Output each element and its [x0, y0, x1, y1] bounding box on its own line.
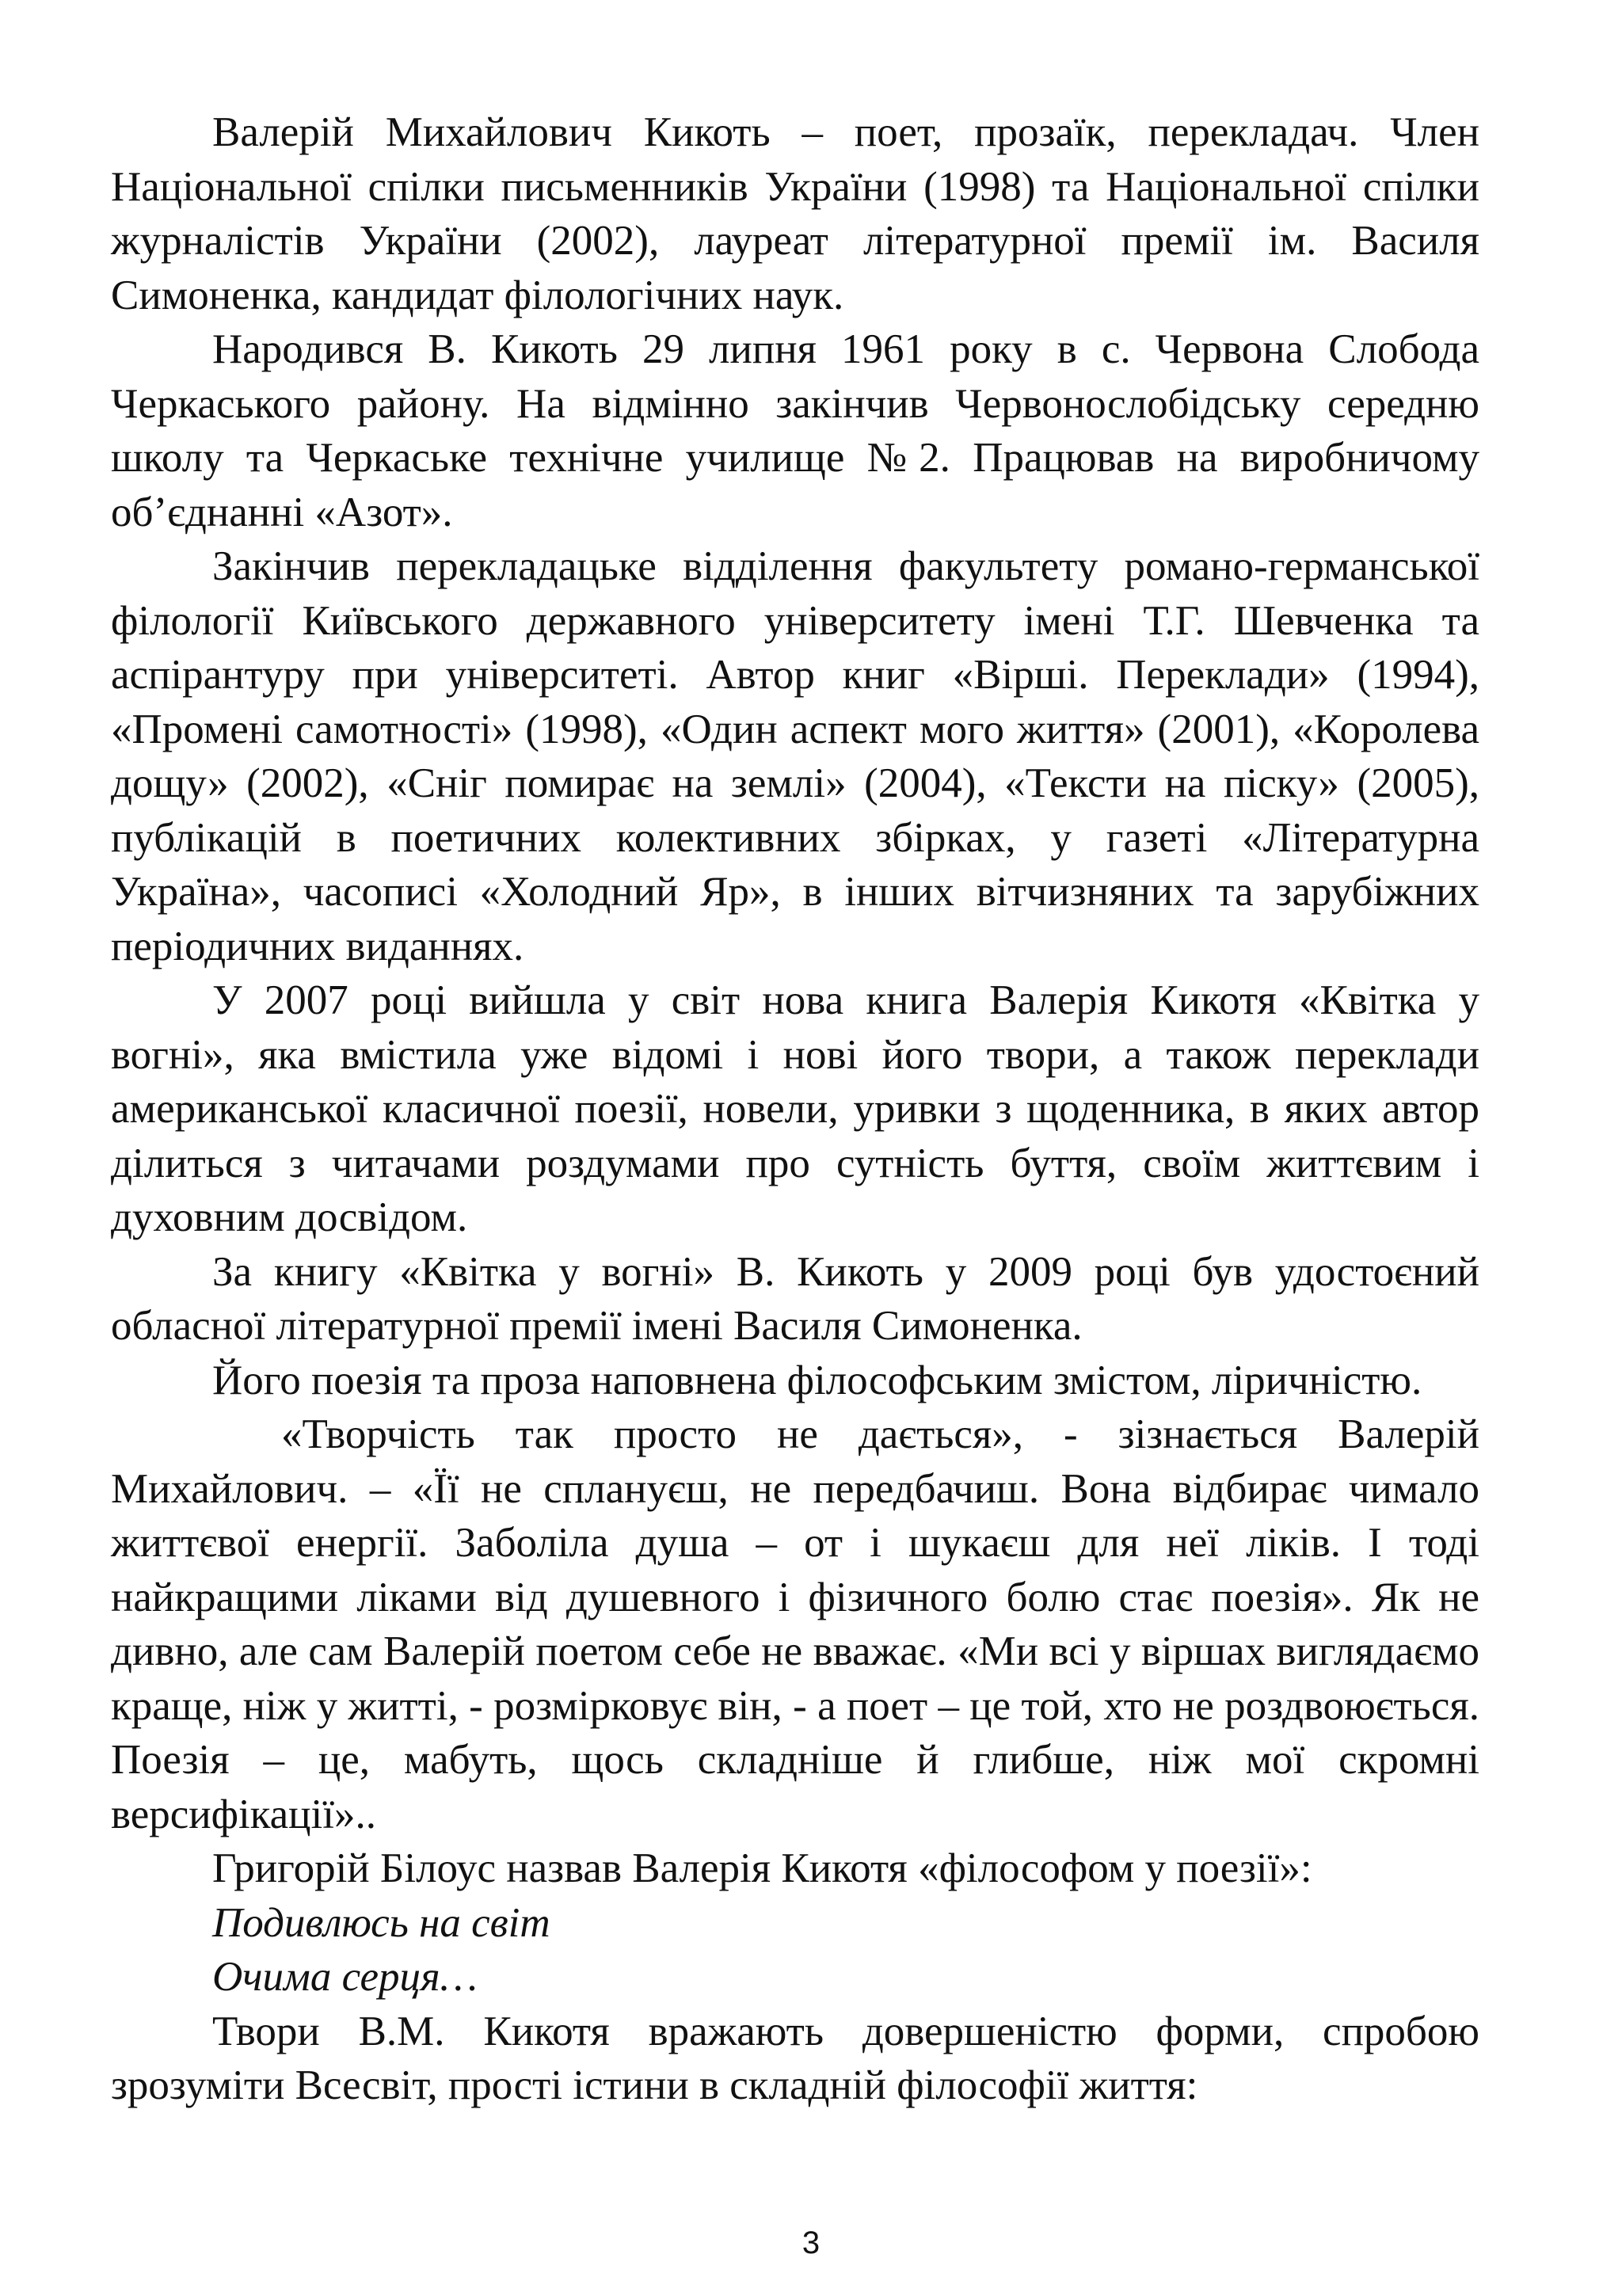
document-page — [111, 105, 1479, 2113]
verse-line-1: Подивлюсь на світ — [212, 1899, 550, 1946]
paragraph-bilous: Григорій Білоус назвав Валерія Кикотя «філософом у поезії»: — [212, 1845, 1312, 1891]
paragraph-award: За книгу «Квітка у вогні» В. Кикоть у 2009 році був удостоєний обласної літературної премії імені Василя Симоненка. — [111, 1248, 1479, 1349]
paragraph-education-books: Закінчив перекладацьке відділення факультету романо-германської філології Київського державного університету імені Т.Г. Шевченка та аспірантуру при університеті. Автор книг «Вірші. Переклади» (1994), «Промені самотності» (1998), «Один аспект мого життя» (2001), «Королева дощу» (2002), «Сніг помирає на землі» (2004), «Тексти на піску» (2005), публікацій в поетичних колективних збірках, у газеті «Літературна Україна», часописі «Холодний Яр», в інших вітчизняних та зарубіжних періодичних виданнях. — [111, 543, 1479, 969]
page-number: 3 — [801, 2226, 821, 2260]
paragraph-quote: «Творчість так просто не дається», - зізнається Валерій Михайлович. – «Її не сплануєш, не передбачиш. Вона відбирає чимало життєвої енергії. Заболіла душа – от і шукаєш для неї ліків. І тоді найкращими ліками від душевного і фізичного болю стає поезія». Як не дивно, але сам Валерій поетом себе не вважає. «Ми всі у віршах виглядаємо краще, ніж у житті, - розмірковує він, - а поет – це той, хто не роздвоюється. Поезія – це, мабуть, щось складніше й глибше, ніж мої скромні версифікації».. — [111, 1411, 1479, 1837]
paragraph-birth: Народився В. Кикоть 29 липня 1961 року в с. Червона Слобода Черкаського району. На відмінно закінчив Червонослобідську середню школу та Черкаське технічне училище №2. Працював на виробничому об’єднанні «Азот». — [111, 326, 1479, 535]
paragraph-2007-book: У 2007 році вийшла у світ нова книга Валерія Кикотя «Квітка у вогні», яка вмістила уже відомі і нові його твори, а також переклади американської класичної поезії, новели, уривки з щоденника, в яких автор ділиться з читачами роздумами про сутність буття, своїм життєвим і духовним досвідом. — [111, 977, 1479, 1240]
paragraph-bio-intro: Валерій Михайлович Кикоть – поет, прозаїк, перекладач. Член Національної спілки письменників України (1998) та Національної спілки журналістів України (2002), лауреат літературної премії ім. Василя Симоненка, кандидат філологічних наук. — [111, 109, 1479, 318]
paragraph-poetry-style: Його поезія та проза наповнена філософським змістом, ліричністю. — [212, 1357, 1422, 1403]
paragraph-works: Твори В.М. Кикотя вражають довершеністю форми, спробою зрозуміти Всесвіт, прості істини в складній філософії життя: — [111, 2008, 1479, 2108]
verse-line-2: Очима серця… — [212, 1954, 478, 2000]
